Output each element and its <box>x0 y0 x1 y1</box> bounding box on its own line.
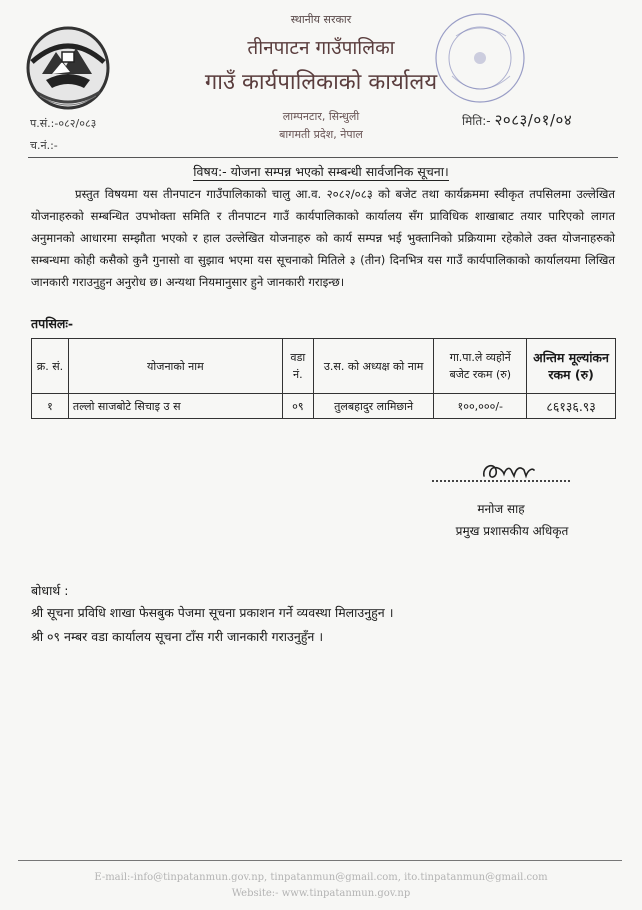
cell-ward: ०९ <box>282 394 313 419</box>
government-label: स्थानीय सरकार <box>290 13 352 26</box>
signatory-title: प्रमुख प्रशासकीय अधिकृत <box>455 524 569 538</box>
header-budget: गा.पा.ले व्यहोर्ने बजेट रकम (रु) <box>434 339 527 394</box>
cell-final-amount: ८६१३६.९३ <box>527 394 616 419</box>
municipality-name: तीनपाटन गाउँपालिका <box>247 37 395 59</box>
details-label: तपसिलः- <box>31 316 74 331</box>
header-project-name: योजनाको नाम <box>68 339 282 394</box>
footer-email: E-mail:-info@tinpatanmun.gov.np, tinpatanmun@gmail.com, ito.tinpatanmun@gmail.com <box>94 872 548 883</box>
header-sn: क्र. सं. <box>32 339 69 394</box>
subject-text: विषय:- योजना सम्पन्न भएको सम्बन्धी सार्वजनिक सूचना। <box>193 164 449 179</box>
info-item-1: श्री सूचना प्रविधि शाखा फेसबुक पेजमा सूचना प्रकाशन गर्ने व्यवस्था मिलाउनुहुन । <box>31 605 394 620</box>
cell-project-name: तल्लो साजबोटे सिचाइ उ स <box>68 394 282 419</box>
cell-chairperson: तुलबहादुर लामिछाने <box>313 394 434 419</box>
cell-sn: १ <box>32 394 69 419</box>
reference-number: प.सं.:-०८२/०८३ <box>30 117 97 130</box>
signature-line <box>432 480 570 482</box>
info-item-2: श्री ०९ नम्बर वडा कार्यालय सूचना टाँस गरी जानकारी गराउनुहुँन । <box>31 629 324 644</box>
footer-divider <box>18 860 622 861</box>
address-line-2: बागमती प्रदेश, नेपाल <box>279 128 363 141</box>
notice-body: प्रस्तुत विषयमा यस तीनपाटन गाउँपालिकाको चालु आ.व. २०८२/०८३ को बजेट तथा कार्यक्रममा स्वीकृत तपसिलमा उल्लेखित योजनाहरुको सम्बन्धित उपभोक्ता समिति र तीनपाटन गाउँ कार्यपालिकाको कार्यालय सँग प्राविधिक शाखाबाट तयार पारिएको लागत अनुमानको आधारमा सम्झौता भएको र हाल उल्लेखित योजनाहरु को कार्य सम्पन्न भई भुक्तानिको प्रक्रियामा रहेकोले उक्त योजनाहरुको सम्बन्धमा कोही कसैको कुनै गुनासो वा सुझाव भएमा यस सूचनाको मितिले ३ (तीन) दिनभित्र यस गाउँ कार्यपालिकाको कार्यालयमा लिखित जानकारी गराउनुहुन अनुरोध छ। अन्यथा नियमानुसार हुने जानकारी गराइन्छ। <box>31 187 615 289</box>
cell-budget: १००,०००/- <box>434 394 527 419</box>
info-label: बोधार्थ : <box>31 583 69 598</box>
header-divider <box>28 157 618 158</box>
date-value: २०८३/०१/०४ <box>494 111 573 129</box>
dispatch-number: च.नं.:- <box>30 139 58 152</box>
header-ward: वडा नं. <box>282 339 313 394</box>
notice-subject <box>0 163 642 180</box>
address-line-1: लाम्पनटार, सिन्धुली <box>282 110 360 123</box>
office-name: गाउँ कार्यपालिकाको कार्यालय <box>204 70 438 95</box>
project-table <box>31 338 616 419</box>
header-final-amount: अन्तिम मूल्यांकन रकम (रु) <box>527 339 616 394</box>
date-label: मिति:- <box>462 114 491 128</box>
header-chairperson: उ.स. को अध्यक्ष को नाम <box>313 339 434 394</box>
table-header-row <box>32 339 616 394</box>
footer-website: Website:- www.tinpatanmun.gov.np <box>231 888 411 899</box>
issue-date <box>462 110 572 130</box>
table-row <box>32 394 616 419</box>
signatory-name: मनोज साह <box>477 502 525 516</box>
